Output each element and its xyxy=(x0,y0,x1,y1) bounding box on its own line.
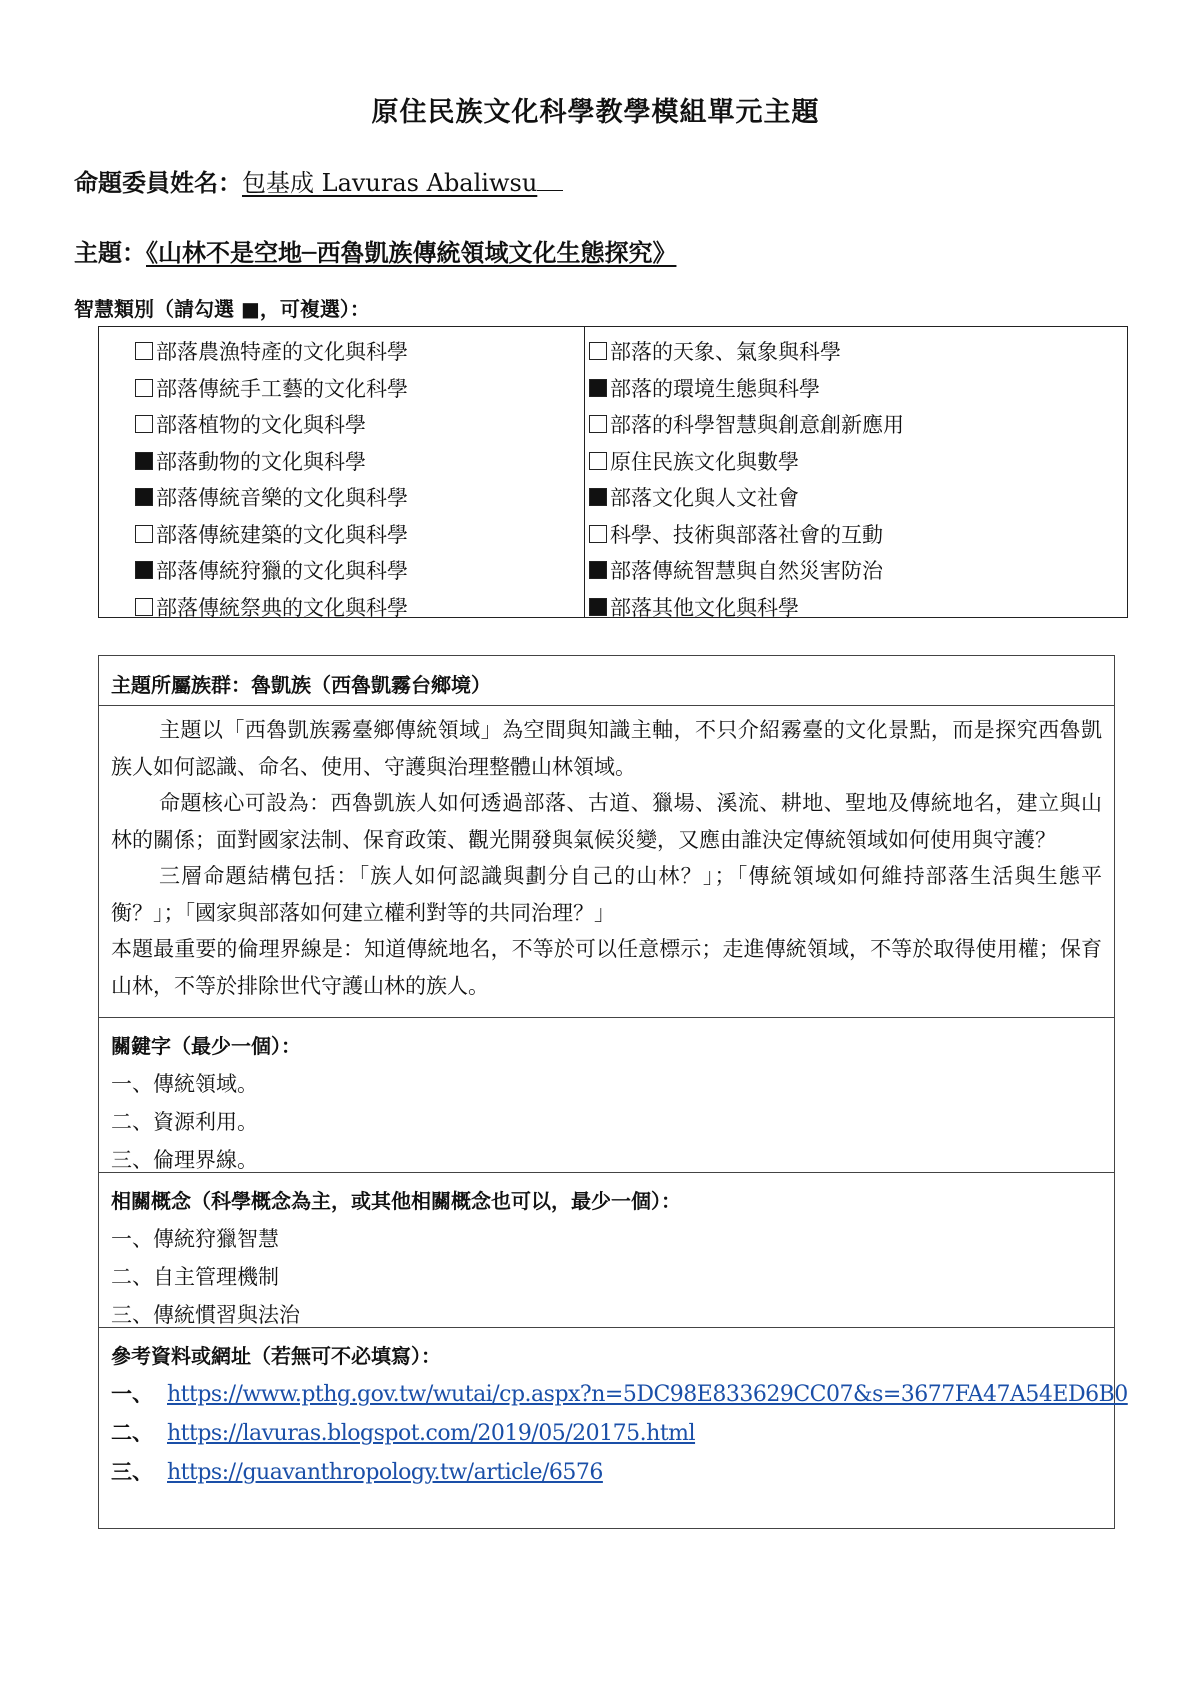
keyword-item: 一、傳統領域。 xyxy=(111,1072,258,1096)
reference-number: 三、 xyxy=(111,1459,153,1484)
description-text xyxy=(111,712,1102,1004)
category-label: 部落傳統智慧與自然災害防治 xyxy=(610,559,883,584)
checkbox-icon[interactable] xyxy=(589,415,607,433)
category-label: 部落的天象、氣象與科學 xyxy=(610,340,841,365)
author-label: 命題委員姓名： xyxy=(74,168,242,197)
reference-item xyxy=(111,1456,603,1486)
category-label: 部落傳統建築的文化與科學 xyxy=(156,522,408,547)
topic-title: 《山林不是空地─西魯凱族傳統領域文化生態探究》 xyxy=(146,238,677,267)
reference-item xyxy=(111,1378,1128,1408)
category-heading: 智慧類別（請勾選 ■，可複選）： xyxy=(74,297,370,321)
category-item xyxy=(135,406,408,443)
description-paragraph-1: 主題以「西魯凱族霧臺鄉傳統領域」為空間與知識主軸，不只介紹霧臺的文化景點，而是探究西魯凱族人如何認識、命名、使用、守護與治理整體山林領域。 xyxy=(111,718,1102,779)
concept-item: 三、傳統慣習與法治 xyxy=(111,1303,300,1327)
reference-link[interactable]: https://guavanthropology.tw/article/6576 xyxy=(167,1460,603,1485)
checked-box-icon[interactable] xyxy=(135,488,153,506)
column-divider xyxy=(584,327,585,617)
references-row xyxy=(99,1328,1128,1530)
references-label: 參考資料或網址（若無可不必填寫）： xyxy=(111,1344,441,1368)
keyword-item: 二、資源利用。 xyxy=(111,1110,258,1134)
reference-link[interactable]: https://www.pthg.gov.tw/wutai/cp.aspx?n=5DC98E833629CC07&s=3677FA47A54ED6B0 xyxy=(167,1382,1128,1407)
category-column-left xyxy=(135,333,408,625)
category-item xyxy=(589,370,904,407)
category-label: 部落傳統音樂的文化與科學 xyxy=(156,486,408,511)
checked-box-icon[interactable] xyxy=(589,379,607,397)
category-label: 部落傳統狩獵的文化與科學 xyxy=(156,559,408,584)
category-label: 部落其他文化與科學 xyxy=(610,595,799,620)
concept-item: 二、自主管理機制 xyxy=(111,1265,279,1289)
category-item xyxy=(589,516,904,553)
category-label: 部落文化與人文社會 xyxy=(610,486,799,511)
topic-line xyxy=(74,233,676,268)
category-label: 部落傳統祭典的文化與科學 xyxy=(156,595,408,620)
concept-item: 一、傳統狩獵智慧 xyxy=(111,1227,279,1251)
checkbox-icon[interactable] xyxy=(589,525,607,543)
reference-link[interactable]: https://lavuras.blogspot.com/2019/05/20175.html xyxy=(167,1421,696,1446)
author-line xyxy=(74,163,563,198)
category-label: 部落農漁特產的文化與科學 xyxy=(156,340,408,365)
category-label: 原住民族文化與數學 xyxy=(610,449,799,474)
keywords-label: 關鍵字（最少一個）： xyxy=(111,1034,301,1058)
category-label: 部落傳統手工藝的文化科學 xyxy=(156,376,408,401)
checked-box-icon[interactable] xyxy=(135,452,153,470)
category-item xyxy=(589,552,904,589)
checked-box-icon[interactable] xyxy=(135,561,153,579)
concepts-row xyxy=(99,1173,1114,1328)
reference-number: 二、 xyxy=(111,1420,153,1445)
category-item xyxy=(135,479,408,516)
checkbox-icon[interactable] xyxy=(135,525,153,543)
category-label: 部落的環境生態與科學 xyxy=(610,376,820,401)
description-paragraph-3: 三層命題結構包括：「族人如何認識與劃分自己的山林？」；「傳統領域如何維持部落生活與生態平衡？」；「國家與部落如何建立權利對等的共同治理？」 xyxy=(111,864,1102,925)
checkbox-icon[interactable] xyxy=(135,415,153,433)
checkbox-icon[interactable] xyxy=(589,452,607,470)
category-item xyxy=(589,406,904,443)
category-item xyxy=(589,479,904,516)
category-label: 部落植物的文化與科學 xyxy=(156,413,366,438)
checkbox-icon[interactable] xyxy=(135,379,153,397)
description-paragraph-2: 命題核心可設為：西魯凱族人如何透過部落、古道、獵場、溪流、耕地、聖地及傳統地名，建立與山林的關係；面對國家法制、保育政策、觀光開發與氣候災變，又應由誰決定傳統領域如何使用與守護？ xyxy=(111,791,1102,852)
category-label: 部落的科學智慧與創意創新應用 xyxy=(610,413,904,438)
category-column-right xyxy=(589,333,904,625)
author-name: 包基成 Lavuras Abaliwsu xyxy=(242,169,538,197)
category-item xyxy=(135,589,408,626)
category-item xyxy=(589,443,904,480)
checked-box-icon[interactable] xyxy=(589,598,607,616)
checked-box-icon[interactable] xyxy=(589,488,607,506)
category-item xyxy=(135,443,408,480)
underline-filler xyxy=(537,170,563,191)
category-item xyxy=(589,333,904,370)
reference-number: 一、 xyxy=(111,1381,153,1406)
checkbox-icon[interactable] xyxy=(589,342,607,360)
category-item xyxy=(135,370,408,407)
description-paragraph-4: 本題最重要的倫理界線是：知道傳統地名，不等於可以任意標示；走進傳統領域，不等於取得使用權；保育山林，不等於排除世代守護山林的族人。 xyxy=(111,937,1102,998)
topic-label: 主題： xyxy=(74,238,146,267)
topic-detail-table xyxy=(98,655,1128,1529)
category-item xyxy=(135,552,408,589)
category-item xyxy=(589,589,904,626)
concepts-label: 相關概念（科學概念為主，或其他相關概念也可以，最少一個）： xyxy=(111,1189,681,1213)
checkbox-icon[interactable] xyxy=(135,598,153,616)
document-title: 原住民族文化科學教學模組單元主題 xyxy=(371,97,820,128)
category-checklist xyxy=(98,326,1128,618)
description-row xyxy=(99,706,1114,1018)
category-label: 部落動物的文化與科學 xyxy=(156,449,366,474)
keywords-row xyxy=(99,1018,1114,1173)
reference-item xyxy=(111,1417,695,1447)
checkbox-icon[interactable] xyxy=(135,342,153,360)
category-label: 科學、技術與部落社會的互動 xyxy=(610,522,883,547)
category-item xyxy=(135,333,408,370)
checked-box-icon[interactable] xyxy=(589,561,607,579)
keyword-item: 三、倫理界線。 xyxy=(111,1148,258,1172)
ethnic-group-label: 主題所屬族群：魯凱族（西魯凱霧台鄉境） xyxy=(111,673,491,697)
category-item xyxy=(135,516,408,553)
ethnic-group-row xyxy=(99,656,1114,706)
